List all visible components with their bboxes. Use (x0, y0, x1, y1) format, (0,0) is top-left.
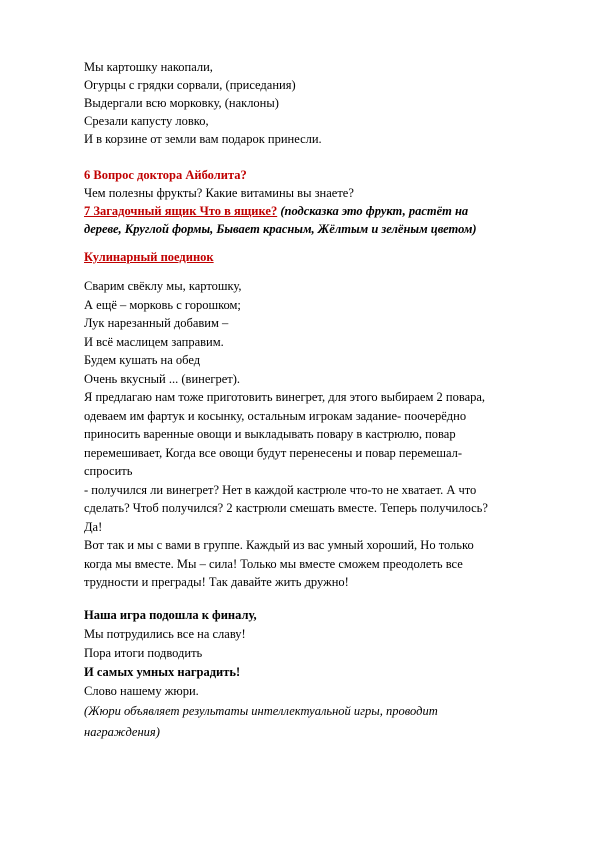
finale (84, 606, 554, 743)
paragraph-line: - получился ли винегрет? Нет в каждой кастрюле что-то не хватает. А что (84, 482, 477, 497)
question-7-heading: 7 Загадочный ящик Что в ящике? (84, 204, 278, 218)
poem-line: Огурцы с грядки сорвали, (приседания) (84, 78, 296, 92)
question-7-hint: (подсказка это фрукт, растёт на (277, 204, 469, 218)
finale-line: Слово нашему жюри. (84, 683, 199, 698)
question-7 (84, 202, 554, 238)
paragraph-line: приносить варенные овощи и выкладывать повару в кастрюлю, повар (84, 427, 456, 441)
poem-line: Очень вкусный ... (винегрет). (84, 371, 241, 386)
paragraph-line: сделать? Чтоб получился? 2 кастрюли смешать вместе. Теперь получилось? (84, 501, 488, 515)
question-6 (84, 166, 554, 202)
question-6-heading: 6 Вопрос доктора Айболита? (84, 168, 247, 182)
paragraph-line: одеваем им фартук и косынку, остальным игрокам задание- поочерёдно (84, 408, 467, 423)
poem-line: Срезали капусту ловко, (84, 114, 209, 128)
finale-line: Наша игра подошла к финалу, (84, 607, 257, 622)
question-7-hint-continued: дереве, Круглой формы, Бывает красным, Жёлтым и зелёным цветом) (84, 222, 477, 236)
poem-line: Лук нарезанный добавим – (84, 316, 229, 330)
finale-line: Пора итоги подводить (84, 645, 203, 660)
jury-note: (Жюри объявляет результаты интеллектуальной игры, проводит (84, 703, 438, 718)
paragraph-line: трудности и преграды! Так давайте жить дружно! (84, 575, 349, 589)
jury-note-continued: награждения) (84, 724, 160, 739)
poem-line: И в корзине от земли вам подарок принесли. (84, 132, 322, 146)
paragraph-line: когда мы вместе. Мы – сила! Только мы вместе сможем преодолеть все (84, 556, 463, 571)
poem-line: И всё маслицем заправим. (84, 334, 224, 349)
poem-line: А ещё – морковь с горошком; (84, 297, 241, 312)
paragraph-line: спросить (84, 464, 133, 478)
poem-line: Будем кушать на обед (84, 353, 201, 367)
poem-line: Выдергали всю морковку, (наклоны) (84, 96, 279, 110)
question-6-text: Чем полезны фрукты? Какие витамины вы знаете? (84, 186, 354, 200)
cooking-duel-heading: Кулинарный поединок (84, 250, 214, 264)
paragraph-line: перемешивает, Когда все овощи будут перенесены и повар перемешал- (84, 445, 463, 460)
cooking-instructions (84, 388, 554, 592)
cooking-poem (84, 277, 554, 388)
finale-line: И самых умных наградить! (84, 664, 241, 679)
paragraph-line: Вот так и мы с вами в группе. Каждый из вас умный хороший, Но только (84, 538, 474, 552)
paragraph-line: Да! (84, 519, 103, 534)
poem-harvest (84, 58, 554, 148)
paragraph-line: Я предлагаю нам тоже приготовить винегрет, для этого выбираем 2 повара, (84, 390, 486, 404)
poem-line: Сварим свёклу мы, картошку, (84, 279, 242, 293)
poem-line: Мы картошку накопали, (84, 60, 213, 74)
finale-line: Мы потрудились все на славу! (84, 626, 246, 641)
document-page (84, 58, 554, 743)
